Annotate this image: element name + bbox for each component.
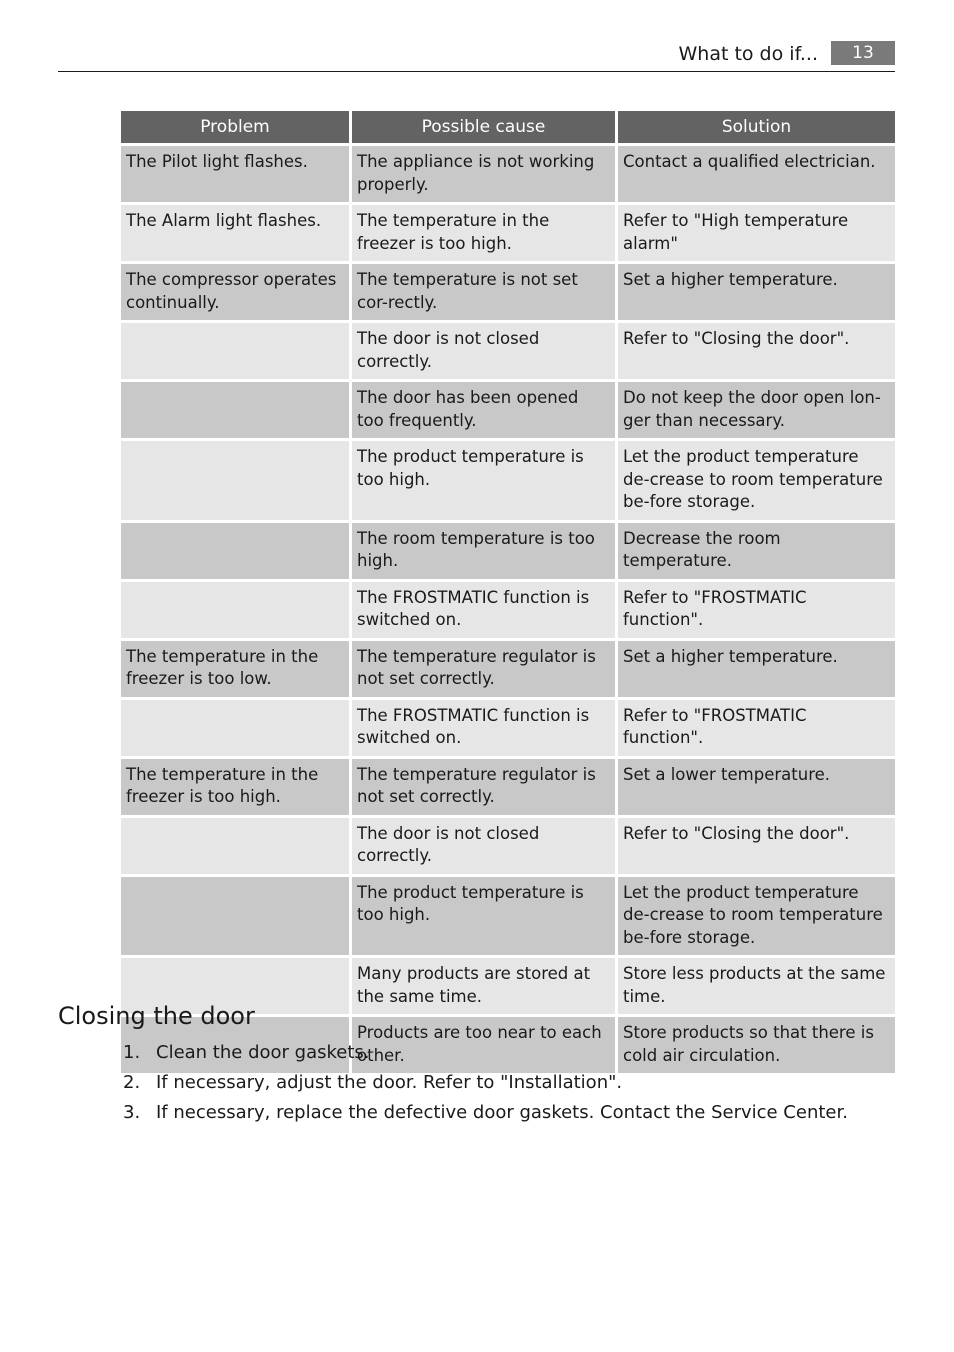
- solution-cell: Store less products at the same time.: [618, 958, 895, 1014]
- section-title: Closing the door: [58, 1002, 255, 1030]
- solution-cell: Set a lower temperature.: [618, 759, 895, 815]
- page-number-badge: 13: [831, 41, 895, 65]
- cause-cell: The door has been opened too frequently.: [352, 382, 615, 438]
- column-header-solution: Solution: [618, 111, 895, 143]
- cause-cell: The appliance is not working properly.: [352, 146, 615, 202]
- problem-cell: The temperature in the freezer is too low.: [121, 641, 349, 697]
- table-header-row: [121, 111, 895, 143]
- table-row: [121, 441, 895, 520]
- step-text: If necessary, adjust the door. Refer to "Installation".: [156, 1072, 623, 1093]
- cause-cell: The product temperature is too high.: [352, 441, 615, 520]
- table-row: [121, 818, 895, 874]
- problem-cell: The Pilot light flashes.: [121, 146, 349, 202]
- step-number: 2.: [123, 1072, 141, 1093]
- table-row: [121, 264, 895, 320]
- table-row: [121, 523, 895, 579]
- page-header: [58, 40, 895, 72]
- table-row: [121, 146, 895, 202]
- solution-cell: Refer to "FROSTMATIC function".: [618, 582, 895, 638]
- problem-cell: The compressor operates continually.: [121, 264, 349, 320]
- cause-cell: The product temperature is too high.: [352, 877, 615, 956]
- problem-cell: The Alarm light flashes.: [121, 205, 349, 261]
- step-text: If necessary, replace the defective door gaskets. Contact the Service Center.: [156, 1102, 848, 1123]
- solution-cell: Set a higher temperature.: [618, 641, 895, 697]
- cause-cell: Products are too near to each other.: [352, 1017, 615, 1073]
- problem-cell: [121, 877, 349, 956]
- list-item: [121, 1098, 895, 1128]
- table-row: [121, 700, 895, 756]
- cause-cell: The temperature regulator is not set correctly.: [352, 759, 615, 815]
- problem-cell: [121, 382, 349, 438]
- solution-cell: Decrease the room temperature.: [618, 523, 895, 579]
- problem-cell: The temperature in the freezer is too high.: [121, 759, 349, 815]
- solution-cell: Refer to "High temperature alarm": [618, 205, 895, 261]
- column-header-cause: Possible cause: [352, 111, 615, 143]
- solution-cell: Let the product temperature de-crease to room temperature be-fore storage.: [618, 877, 895, 956]
- table-row: [121, 582, 895, 638]
- list-item: [121, 1038, 895, 1068]
- cause-cell: The FROSTMATIC function is switched on.: [352, 700, 615, 756]
- troubleshooting-table: [118, 108, 898, 1076]
- problem-cell: [121, 818, 349, 874]
- cause-cell: The temperature in the freezer is too high.: [352, 205, 615, 261]
- step-text: Clean the door gaskets.: [156, 1042, 370, 1063]
- problem-cell: [121, 523, 349, 579]
- solution-cell: Refer to "Closing the door".: [618, 323, 895, 379]
- table-row: [121, 382, 895, 438]
- cause-cell: The room temperature is too high.: [352, 523, 615, 579]
- solution-cell: Set a higher temperature.: [618, 264, 895, 320]
- cause-cell: The FROSTMATIC function is switched on.: [352, 582, 615, 638]
- solution-cell: Refer to "Closing the door".: [618, 818, 895, 874]
- step-number: 3.: [123, 1102, 141, 1123]
- problem-cell: [121, 441, 349, 520]
- table-row: [121, 641, 895, 697]
- list-item: [121, 1068, 895, 1098]
- column-header-problem: Problem: [121, 111, 349, 143]
- table-row: [121, 877, 895, 956]
- cause-cell: The temperature regulator is not set correctly.: [352, 641, 615, 697]
- steps-list: [121, 1038, 895, 1128]
- cause-cell: The temperature is not set cor-rectly.: [352, 264, 615, 320]
- solution-cell: Do not keep the door open lon-ger than necessary.: [618, 382, 895, 438]
- table-body: [121, 146, 895, 1073]
- problem-cell: [121, 582, 349, 638]
- cause-cell: Many products are stored at the same time.: [352, 958, 615, 1014]
- solution-cell: Let the product temperature de-crease to room temperature be-fore storage.: [618, 441, 895, 520]
- solution-cell: Store products so that there is cold air circulation.: [618, 1017, 895, 1073]
- solution-cell: Refer to "FROSTMATIC function".: [618, 700, 895, 756]
- problem-cell: [121, 700, 349, 756]
- table-row: [121, 323, 895, 379]
- problem-cell: [121, 323, 349, 379]
- header-title: What to do if...: [678, 43, 818, 65]
- solution-cell: Contact a qualified electrician.: [618, 146, 895, 202]
- step-number: 1.: [123, 1042, 141, 1063]
- table-row: [121, 205, 895, 261]
- cause-cell: The door is not closed correctly.: [352, 818, 615, 874]
- table-row: [121, 759, 895, 815]
- cause-cell: The door is not closed correctly.: [352, 323, 615, 379]
